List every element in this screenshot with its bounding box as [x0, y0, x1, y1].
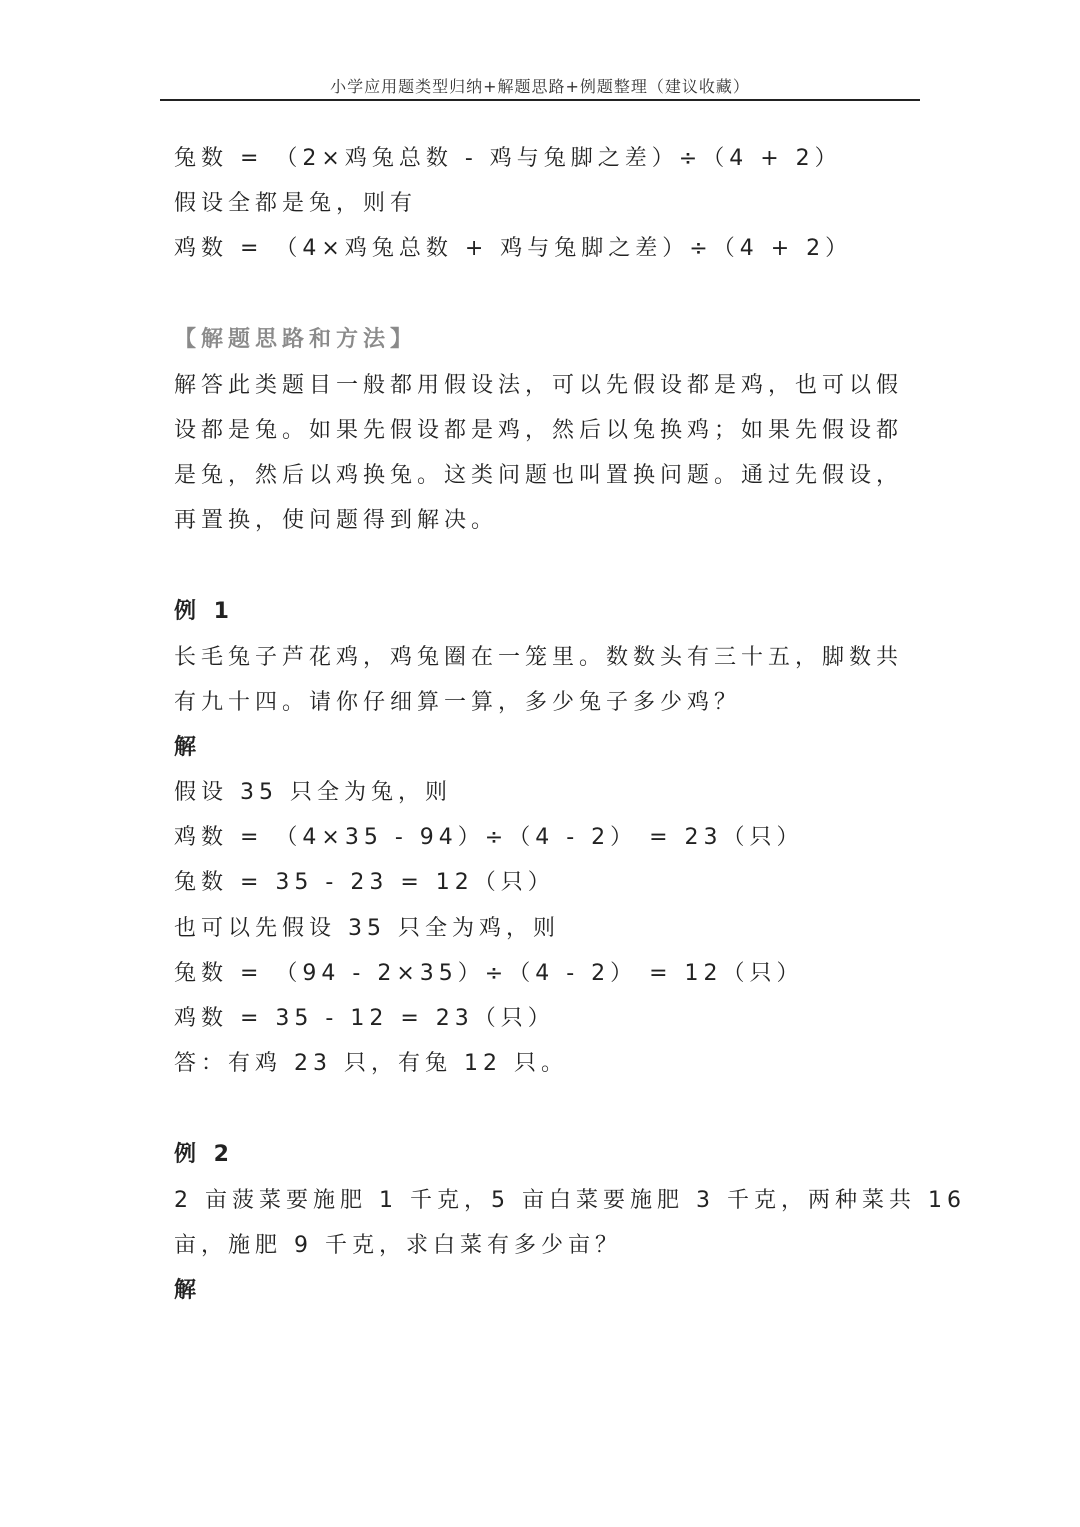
example-2-solution-label: 解: [174, 1278, 202, 1303]
example-1-solution-line: 鸡数 = 35 - 12 = 23（只）: [174, 1006, 555, 1031]
header-divider: [160, 99, 920, 101]
method-paragraph-line: 是兔，然后以鸡换兔。这类问题也叫置换问题。通过先假设，: [174, 463, 904, 488]
example-1-solution-line: 鸡数 = （4×35 - 94）÷（4 - 2） = 23（只）: [174, 825, 804, 850]
example-1-solution-line: 兔数 = （94 - 2×35）÷（4 - 2） = 12（只）: [174, 961, 804, 986]
method-paragraph-line: 解答此类题目一般都用假设法，可以先假设都是鸡，也可以假: [174, 373, 904, 398]
example-1-question-line: 长毛兔子芦花鸡，鸡兔圈在一笼里。数数头有三十五，脚数共: [174, 645, 904, 670]
method-section-title: 【解题思路和方法】: [174, 327, 418, 352]
example-1-solution-label: 解: [174, 735, 202, 760]
page-header-title: 小学应用题类型归纳+解题思路+例题整理（建议收藏）: [330, 77, 750, 96]
assumption-all-rabbits: 假设全都是兔，则有: [174, 191, 418, 216]
example-1-title: 例 1: [174, 599, 234, 624]
example-1-solution-line: 假设 35 只全为兔，则: [174, 780, 452, 805]
example-1-solution-line: 兔数 = 35 - 23 = 12（只）: [174, 870, 555, 895]
formula-chicken-count: 鸡数 = （4×鸡兔总数 + 鸡与兔脚之差）÷（4 + 2）: [174, 236, 853, 261]
method-paragraph-line: 设都是兔。如果先假设都是鸡，然后以兔换鸡；如果先假设都: [174, 418, 904, 443]
example-2-question-line: 亩，施肥 9 千克，求白菜有多少亩？: [174, 1233, 622, 1258]
formula-rabbit-count: 兔数 = （2×鸡兔总数 - 鸡与兔脚之差）÷（4 + 2）: [174, 146, 842, 171]
example-1-question-line: 有九十四。请你仔细算一算，多少兔子多少鸡？: [174, 690, 742, 715]
method-paragraph-line: 再置换，使问题得到解决。: [174, 508, 499, 533]
example-2-title: 例 2: [174, 1142, 234, 1167]
example-2-question-line: 2 亩菠菜要施肥 1 千克，5 亩白菜要施肥 3 千克，两种菜共 16: [174, 1188, 966, 1213]
example-1-solution-line: 也可以先假设 35 只全为鸡，则: [174, 916, 560, 941]
example-1-answer: 答：有鸡 23 只，有兔 12 只。: [174, 1051, 568, 1076]
